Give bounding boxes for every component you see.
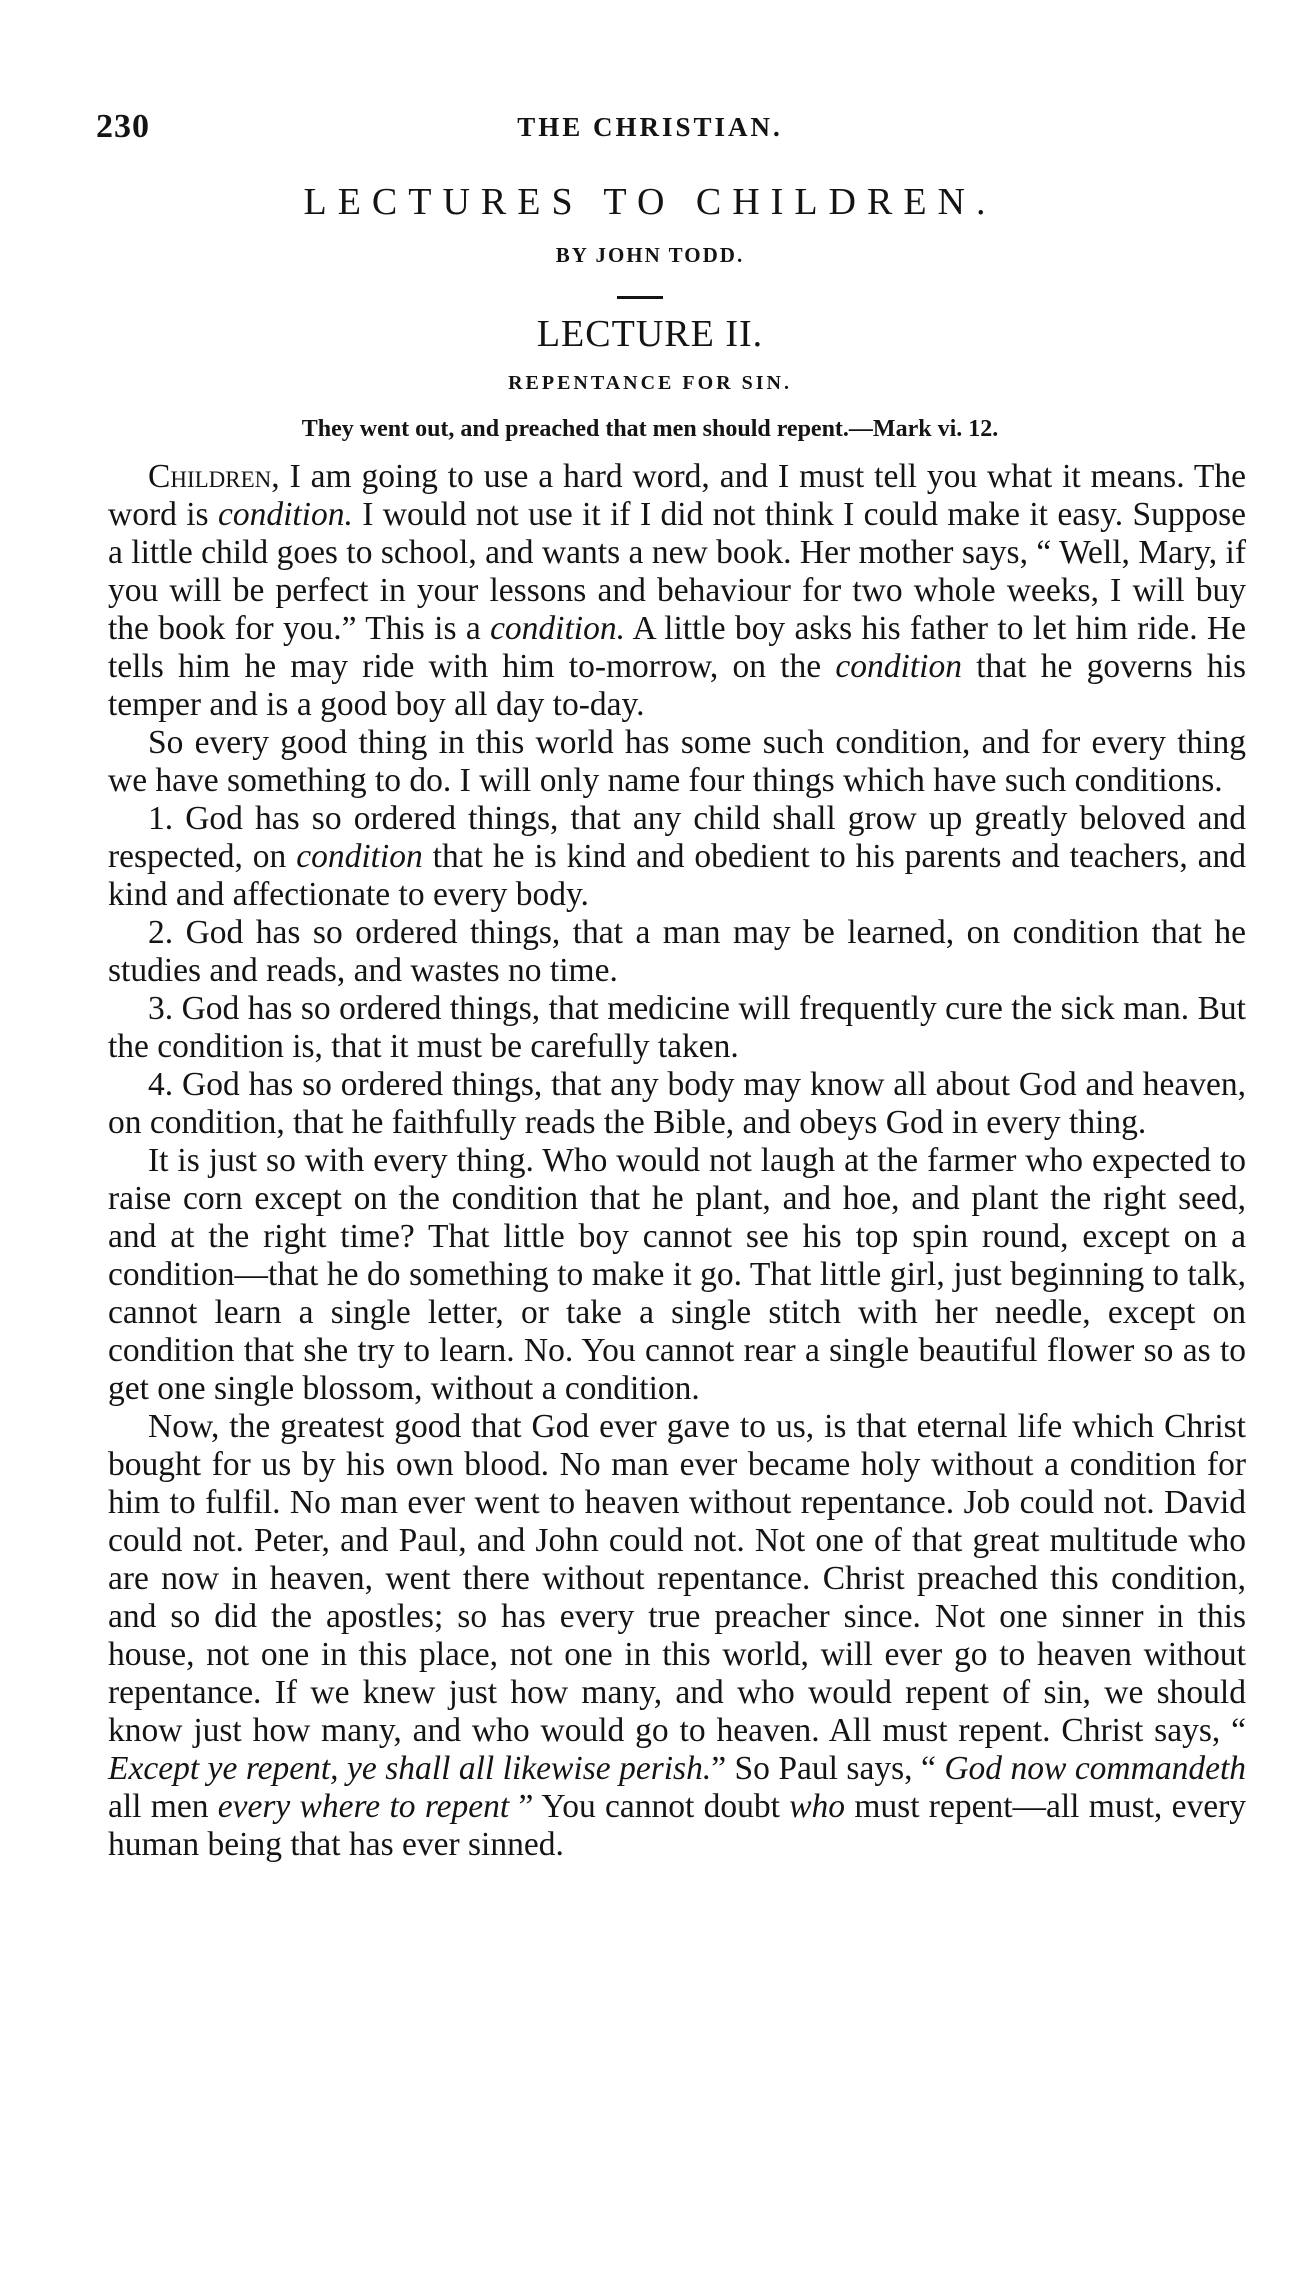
page-number: 230	[96, 108, 150, 145]
paragraph-8: Now, the greatest good that God ever gave to us, is that eternal life which Christ bought for us by his own blood. No man ever became holy without a condition for him to fulfil. No man ever went to heaven without repentance. Job could not. David could not. Peter, and Paul, and John could not. Not one of that great multitude who are now in heaven, went there without repentance. Christ preached this condition, and so did the apostles; so has every true preacher since. Not one sinner in this house, not one in this place, not one in this world, will ever go to heaven without repentance. If we knew just how many, and who would repent of sin, we should know just how many, and who would go to heaven. All must repent. Christ says, “ Except ye repent, ye shall all likewise perish.” So Paul says, “ God now commandeth all men every where to repent ” You cannot doubt who must repent—all must, every human being that has ever sinned.	[108, 1408, 1246, 1863]
paragraph-5: 3. God has so ordered things, that medicine will frequently cure the sick man. But the condition is, that it must be carefully taken.	[108, 990, 1246, 1065]
lecture-subject: REPENTANCE FOR SIN.	[508, 372, 792, 394]
running-header: THE CHRISTIAN.	[517, 112, 783, 142]
byline: BY JOHN TODD.	[555, 243, 745, 267]
paragraph-7: It is just so with every thing. Who would not laugh at the farmer who expected to raise corn except on the condition that he plant, and hoe, and plant the right seed, and at the right time? That little boy cannot see his top spin round, except on a condition—that he do something to make it go. That little girl, just beginning to talk, cannot learn a single letter, or take a single stitch with her needle, except on condition that she try to learn. No. You cannot rear a single beautiful flower so as to get one single blossom, without a condition.	[108, 1142, 1246, 1407]
lecture-heading: LECTURE II.	[536, 313, 764, 355]
paragraph-6: 4. God has so ordered things, that any body may know all about God and heaven, on condition, that he faithfully reads the Bible, and obeys God in every thing.	[108, 1066, 1246, 1141]
paragraph-2: So every good thing in this world has some such condition, and for every thing we have something to do. I will only name four things which have such conditions.	[108, 724, 1246, 799]
paragraph-1: Children, I am going to use a hard word, and I must tell you what it means. The word is condition. I would not use it if I did not think I could make it easy. Suppose a little child goes to school, and wants a new book. Her mother says, “ Well, Mary, if you will be perfect in your lessons and behaviour for two whole weeks, I will buy the book for you.” This is a condition. A little boy asks his father to let him ride. He tells him he may ride with him to-morrow, on the condition that he governs his temper and is a good boy all day to-day.	[108, 458, 1246, 723]
paragraph-3: 1. God has so ordered things, that any child shall grow up greatly beloved and respected, on condition that he is kind and obedient to his parents and teachers, and kind and affectionate to every body.	[108, 800, 1246, 913]
divider-rule	[617, 296, 663, 299]
series-title: LECTURES TO CHILDREN.	[303, 181, 997, 223]
epigraph: They went out, and preached that men should repent.—Mark vi. 12.	[301, 416, 999, 442]
lead-word: Children,	[148, 458, 280, 495]
article-body	[108, 458, 1246, 1864]
paragraph-4: 2. God has so ordered things, that a man may be learned, on condition that he studies and reads, and wastes no time.	[108, 914, 1246, 989]
